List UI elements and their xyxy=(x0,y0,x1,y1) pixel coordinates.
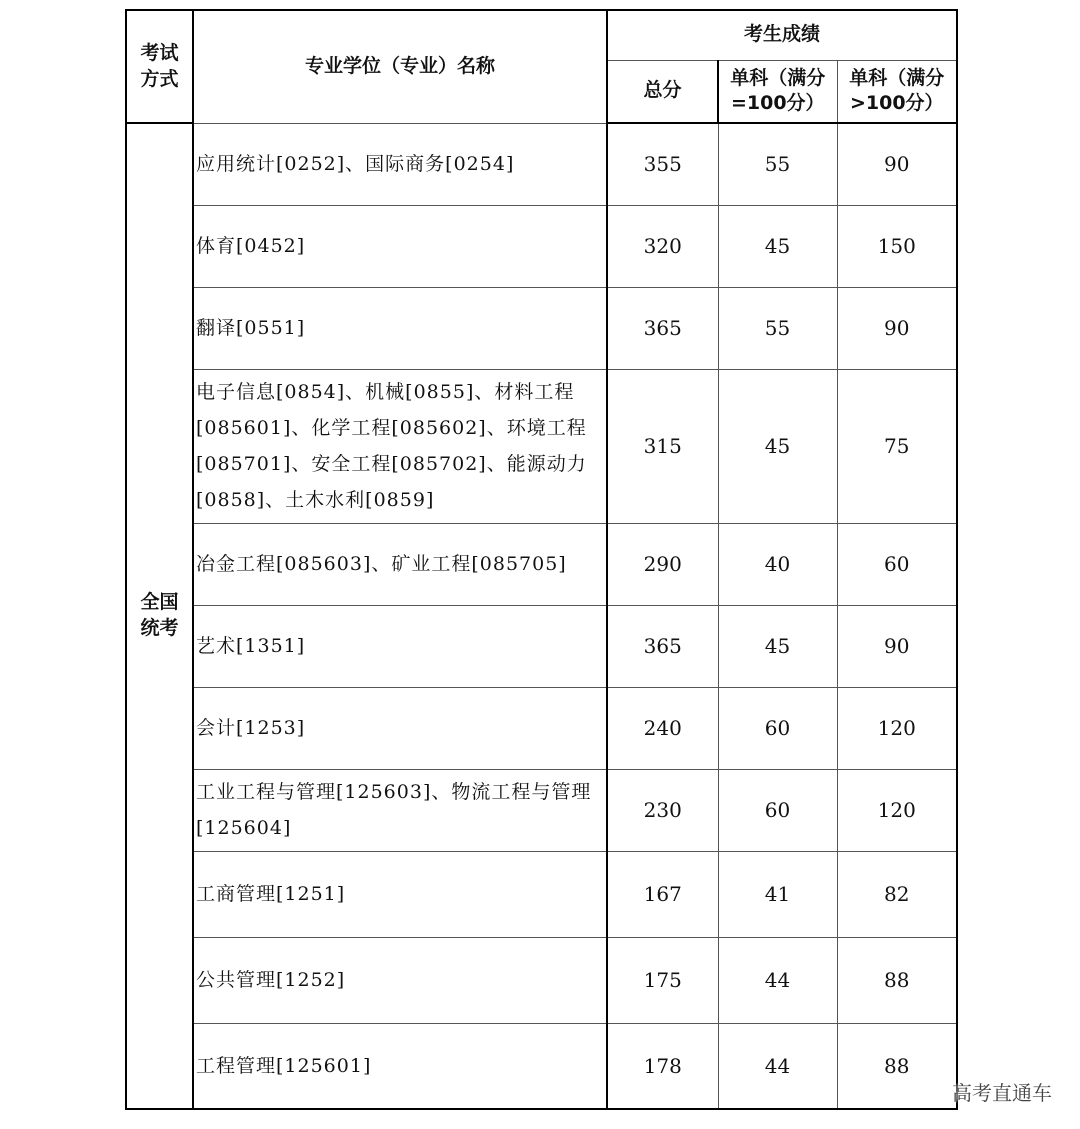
total-score-cell: 178 xyxy=(607,1023,718,1109)
header-scores-group: 考生成绩 xyxy=(607,10,957,60)
major-name-cell: 应用统计[0252]、国际商务[0254] xyxy=(193,123,607,205)
major-name-cell: 工程管理[125601] xyxy=(193,1023,607,1109)
total-score-cell: 230 xyxy=(607,769,718,851)
table-row xyxy=(126,687,957,769)
single-100-score-cell: 60 xyxy=(718,687,837,769)
total-score-cell: 240 xyxy=(607,687,718,769)
total-score-cell: 315 xyxy=(607,369,718,523)
single-gt100-score-cell: 150 xyxy=(837,205,957,287)
major-name-cell: 工商管理[1251] xyxy=(193,851,607,937)
major-name-cell: 电子信息[0854]、机械[0855]、材料工程[085601]、化学工程[085602]、环境工程[085701]、安全工程[085702]、能源动力[0858]、土木水利[0859] xyxy=(193,369,607,523)
major-name-cell: 公共管理[1252] xyxy=(193,937,607,1023)
single-gt100-score-cell: 60 xyxy=(837,523,957,605)
single-100-score-cell: 45 xyxy=(718,605,837,687)
major-name-cell: 艺术[1351] xyxy=(193,605,607,687)
table-row xyxy=(126,123,957,205)
total-score-cell: 320 xyxy=(607,205,718,287)
header-row-1 xyxy=(126,10,957,60)
single-100-score-cell: 60 xyxy=(718,769,837,851)
major-name-cell: 翻译[0551] xyxy=(193,287,607,369)
single-gt100-score-cell: 82 xyxy=(837,851,957,937)
table-row xyxy=(126,287,957,369)
exam-method-text: 全国统考 xyxy=(140,591,179,639)
major-name-cell: 会计[1253] xyxy=(193,687,607,769)
single-gt100-score-cell: 120 xyxy=(837,687,957,769)
major-name-cell: 体育[0452] xyxy=(193,205,607,287)
watermark-text: 高考直通车 xyxy=(952,1081,1052,1105)
single-100-score-cell: 40 xyxy=(718,523,837,605)
major-name-cell: 工业工程与管理[125603]、物流工程与管理[125604] xyxy=(193,769,607,851)
single-100-score-cell: 55 xyxy=(718,287,837,369)
table-row xyxy=(126,605,957,687)
table-row xyxy=(126,1023,957,1109)
header-single-gt100: 单科（满分>100分） xyxy=(837,60,957,123)
table-row xyxy=(126,369,957,523)
exam-method-cell xyxy=(126,123,193,1109)
single-gt100-score-cell: 90 xyxy=(837,605,957,687)
single-100-score-cell: 45 xyxy=(718,205,837,287)
single-100-score-cell: 41 xyxy=(718,851,837,937)
table-row xyxy=(126,769,957,851)
table-row xyxy=(126,205,957,287)
header-major-name: 专业学位（专业）名称 xyxy=(193,10,607,123)
total-score-cell: 167 xyxy=(607,851,718,937)
header-exam-method: 考试方式 xyxy=(126,10,193,123)
total-score-cell: 175 xyxy=(607,937,718,1023)
header-total: 总分 xyxy=(607,60,718,123)
single-gt100-score-cell: 90 xyxy=(837,287,957,369)
total-score-cell: 355 xyxy=(607,123,718,205)
single-100-score-cell: 44 xyxy=(718,1023,837,1109)
total-score-cell: 365 xyxy=(607,287,718,369)
single-gt100-score-cell: 88 xyxy=(837,1023,957,1109)
single-gt100-score-cell: 90 xyxy=(837,123,957,205)
single-100-score-cell: 55 xyxy=(718,123,837,205)
table-row xyxy=(126,851,957,937)
header-single-100: 单科（满分=100分） xyxy=(718,60,837,123)
major-name-cell: 冶金工程[085603]、矿业工程[085705] xyxy=(193,523,607,605)
total-score-cell: 290 xyxy=(607,523,718,605)
single-100-score-cell: 45 xyxy=(718,369,837,523)
single-gt100-score-cell: 88 xyxy=(837,937,957,1023)
total-score-cell: 365 xyxy=(607,605,718,687)
single-gt100-score-cell: 120 xyxy=(837,769,957,851)
single-100-score-cell: 44 xyxy=(718,937,837,1023)
score-table xyxy=(125,9,958,1110)
table-row xyxy=(126,937,957,1023)
single-gt100-score-cell: 75 xyxy=(837,369,957,523)
table-row xyxy=(126,523,957,605)
